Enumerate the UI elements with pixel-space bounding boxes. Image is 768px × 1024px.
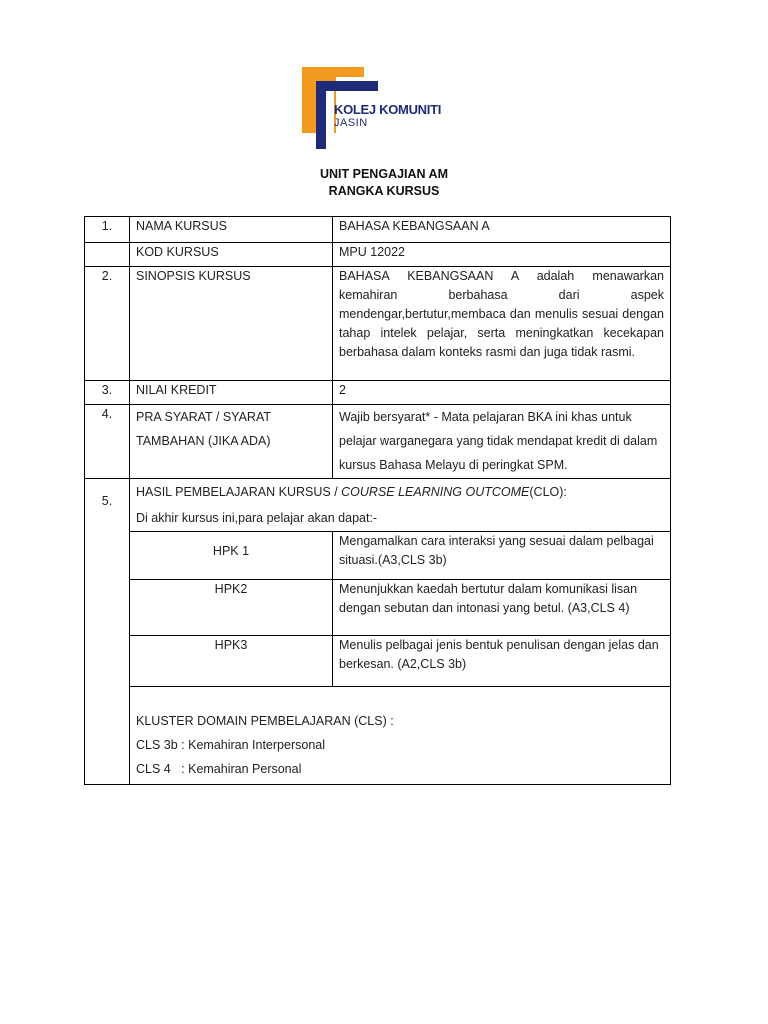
hpk-label: HPK3	[130, 636, 333, 687]
row-label: SINOPSIS KURSUS	[130, 267, 333, 381]
hpk-text: Menunjukkan kaedah bertutur dalam komunikasi lisan dengan sebutan dan intonasi yang betul. (A3,CLS 4)	[333, 580, 671, 636]
row-value: BAHASA KEBANGSAAN A	[333, 217, 671, 243]
row-number: 1.	[85, 217, 130, 243]
row-value: BAHASA KEBANGSAAN A adalah menawarkan kemahiran berbahasa dari aspek mendengar,bertutur,membaca dan menulis sesuai dengan tahap intelek pelajar, serta meningkatkan kecekapan berbahasa dalam konteks rasmi dan juga tidak rasmi.	[333, 267, 671, 381]
table-row	[85, 243, 671, 267]
table-row	[85, 687, 671, 785]
cluster-item: CLS 3b : Kemahiran Interpersonal	[136, 738, 325, 752]
table-row	[85, 267, 671, 381]
table-row	[85, 479, 671, 532]
row-label: KOD KURSUS	[130, 243, 333, 267]
cluster-title: KLUSTER DOMAIN PEMBELAJARAN (CLS) :	[136, 714, 394, 728]
row-number: 4.	[85, 405, 130, 479]
document-subtitle: RANGKA KURSUS	[328, 184, 440, 198]
clo-intro: Di akhir kursus ini,para pelajar akan dapat:-	[136, 511, 378, 525]
hpk-row	[85, 636, 671, 687]
logo-navy-top	[316, 81, 378, 91]
hpk-text: Mengamalkan cara interaksi yang sesuai dalam pelbagai situasi.(A3,CLS 3b)	[333, 532, 671, 580]
hpk-label: HPK2	[130, 580, 333, 636]
logo-name: KOLEJ KOMUNITI	[334, 102, 442, 117]
document-title: UNIT PENGAJIAN AM	[319, 167, 448, 181]
row-number: 2.	[85, 267, 130, 381]
hpk-text: Menulis pelbagai jenis bentuk penulisan dengan jelas dan berkesan. (A2,CLS 3b)	[333, 636, 671, 687]
course-table	[84, 216, 671, 785]
row-value: MPU 12022	[333, 243, 671, 267]
cluster-section	[130, 687, 671, 785]
logo	[302, 67, 452, 149]
row-value: Wajib bersyarat* - Mata pelajaran BKA ini khas untuk pelajar warganegara yang tidak mendapat kredit di dalam kursus Bahasa Melayu di peringkat SPM.	[333, 405, 671, 479]
table-row	[85, 405, 671, 479]
hpk-row	[85, 580, 671, 636]
row-value: 2	[333, 381, 671, 405]
table-row	[85, 381, 671, 405]
row-number: 3.	[85, 381, 130, 405]
row-number: 5.	[85, 479, 130, 785]
logo-orange-top	[302, 67, 364, 77]
hpk-label: HPK 1	[130, 532, 333, 580]
row-label: NAMA KURSUS	[130, 217, 333, 243]
row-label: PRA SYARAT / SYARAT TAMBAHAN (JIKA ADA)	[130, 405, 333, 479]
table-row	[85, 217, 671, 243]
hpk-row	[85, 532, 671, 580]
cluster-item: CLS 4 : Kemahiran Personal	[136, 762, 302, 776]
logo-sub: JASIN	[334, 117, 368, 129]
clo-heading: HASIL PEMBELAJARAN KURSUS / COURSE LEARNING OUTCOME(CLO): Di akhir kursus ini,para pelajar akan dapat:-	[130, 479, 671, 532]
row-label: NILAI KREDIT	[130, 381, 333, 405]
